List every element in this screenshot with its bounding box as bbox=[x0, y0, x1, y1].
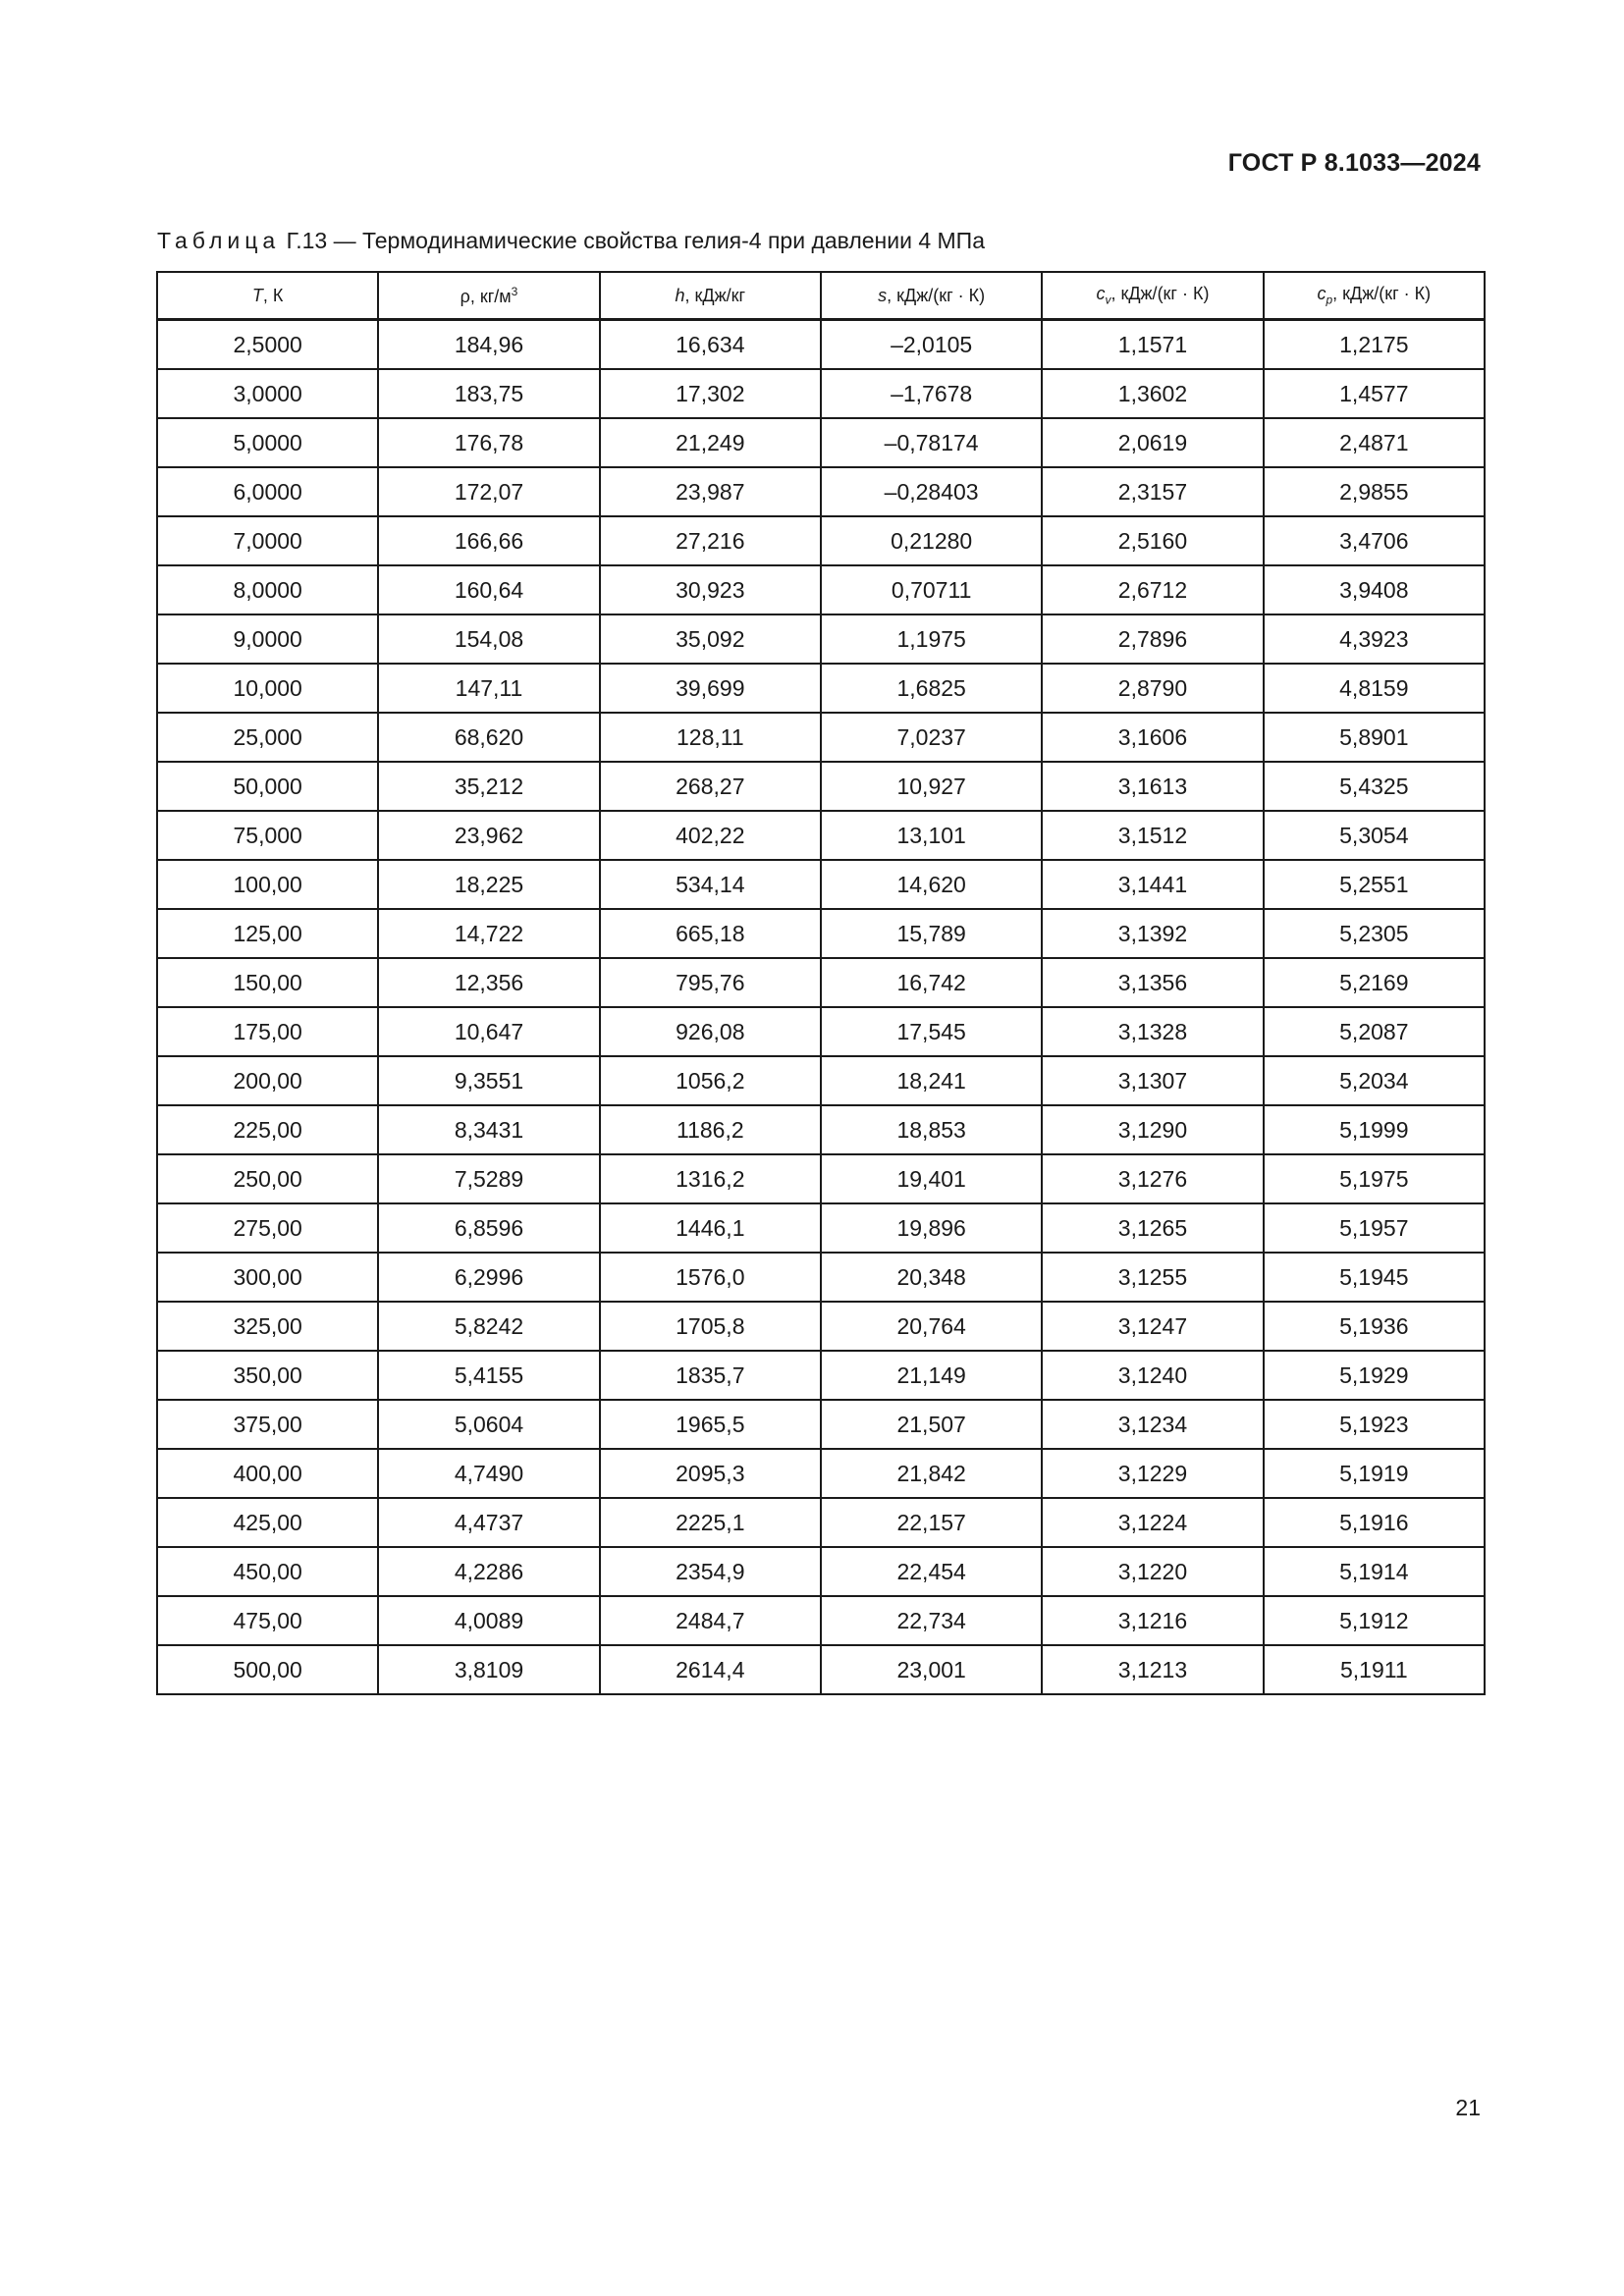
cell-enthalpy: 16,634 bbox=[600, 320, 821, 370]
cell-cv: 2,7896 bbox=[1042, 614, 1263, 664]
cell-enthalpy: 1056,2 bbox=[600, 1056, 821, 1105]
cell-temperature: 6,0000 bbox=[157, 467, 378, 516]
cell-cp: 5,1999 bbox=[1264, 1105, 1485, 1154]
table-row bbox=[157, 762, 1485, 811]
cell-entropy: 22,157 bbox=[821, 1498, 1042, 1547]
cell-temperature: 7,0000 bbox=[157, 516, 378, 565]
cell-density: 68,620 bbox=[378, 713, 599, 762]
table-row bbox=[157, 860, 1485, 909]
cell-density: 35,212 bbox=[378, 762, 599, 811]
cell-cp: 5,1916 bbox=[1264, 1498, 1485, 1547]
cell-density: 4,7490 bbox=[378, 1449, 599, 1498]
cell-cp: 3,4706 bbox=[1264, 516, 1485, 565]
cell-enthalpy: 128,11 bbox=[600, 713, 821, 762]
table-row bbox=[157, 1400, 1485, 1449]
cell-density: 166,66 bbox=[378, 516, 599, 565]
table-row bbox=[157, 1253, 1485, 1302]
cell-cp: 5,1914 bbox=[1264, 1547, 1485, 1596]
cell-cv: 3,1512 bbox=[1042, 811, 1263, 860]
cell-cp: 2,4871 bbox=[1264, 418, 1485, 467]
cell-cv: 2,8790 bbox=[1042, 664, 1263, 713]
table-row bbox=[157, 1203, 1485, 1253]
cell-density: 3,8109 bbox=[378, 1645, 599, 1694]
cell-enthalpy: 39,699 bbox=[600, 664, 821, 713]
table-row bbox=[157, 467, 1485, 516]
cell-cp: 5,2551 bbox=[1264, 860, 1485, 909]
thermo-properties-table bbox=[156, 271, 1486, 1695]
cell-density: 10,647 bbox=[378, 1007, 599, 1056]
cell-temperature: 300,00 bbox=[157, 1253, 378, 1302]
table-row bbox=[157, 1547, 1485, 1596]
cell-cp: 5,4325 bbox=[1264, 762, 1485, 811]
table-row bbox=[157, 369, 1485, 418]
cell-entropy: 21,149 bbox=[821, 1351, 1042, 1400]
cell-enthalpy: 268,27 bbox=[600, 762, 821, 811]
cell-cp: 5,1929 bbox=[1264, 1351, 1485, 1400]
cell-temperature: 400,00 bbox=[157, 1449, 378, 1498]
table-row bbox=[157, 713, 1485, 762]
cell-cv: 2,3157 bbox=[1042, 467, 1263, 516]
cell-temperature: 5,0000 bbox=[157, 418, 378, 467]
cell-cp: 5,1945 bbox=[1264, 1253, 1485, 1302]
cell-density: 5,4155 bbox=[378, 1351, 599, 1400]
page-number: 21 bbox=[1455, 2095, 1481, 2120]
cell-density: 8,3431 bbox=[378, 1105, 599, 1154]
cell-density: 147,11 bbox=[378, 664, 599, 713]
cell-cv: 3,1234 bbox=[1042, 1400, 1263, 1449]
cell-entropy: –0,28403 bbox=[821, 467, 1042, 516]
table-row bbox=[157, 565, 1485, 614]
cell-cv: 3,1441 bbox=[1042, 860, 1263, 909]
cell-cv: 3,1213 bbox=[1042, 1645, 1263, 1694]
cell-entropy: 19,896 bbox=[821, 1203, 1042, 1253]
table-row bbox=[157, 811, 1485, 860]
cell-cv: 2,0619 bbox=[1042, 418, 1263, 467]
cell-density: 4,2286 bbox=[378, 1547, 599, 1596]
cell-cp: 5,2034 bbox=[1264, 1056, 1485, 1105]
cell-cv: 3,1392 bbox=[1042, 909, 1263, 958]
cell-cp: 5,2087 bbox=[1264, 1007, 1485, 1056]
header-enthalpy: h, кДж/кг bbox=[600, 272, 821, 320]
cell-density: 4,4737 bbox=[378, 1498, 599, 1547]
cell-entropy: 10,927 bbox=[821, 762, 1042, 811]
cell-cp: 4,8159 bbox=[1264, 664, 1485, 713]
cell-cp: 4,3923 bbox=[1264, 614, 1485, 664]
table-row bbox=[157, 1154, 1485, 1203]
cell-cv: 3,1265 bbox=[1042, 1203, 1263, 1253]
cell-cv: 3,1240 bbox=[1042, 1351, 1263, 1400]
cell-enthalpy: 402,22 bbox=[600, 811, 821, 860]
cell-density: 5,0604 bbox=[378, 1400, 599, 1449]
cell-entropy: –0,78174 bbox=[821, 418, 1042, 467]
table-header-row bbox=[157, 272, 1485, 320]
cell-density: 4,0089 bbox=[378, 1596, 599, 1645]
cell-cv: 2,6712 bbox=[1042, 565, 1263, 614]
cell-temperature: 350,00 bbox=[157, 1351, 378, 1400]
table-row bbox=[157, 958, 1485, 1007]
cell-density: 184,96 bbox=[378, 320, 599, 370]
table-caption-text: Г.13 — Термодинамические свойства гелия-4 при давлении 4 МПа bbox=[280, 228, 986, 253]
table-row bbox=[157, 1056, 1485, 1105]
cell-cp: 5,1919 bbox=[1264, 1449, 1485, 1498]
cell-cp: 5,1912 bbox=[1264, 1596, 1485, 1645]
cell-temperature: 2,5000 bbox=[157, 320, 378, 370]
cell-temperature: 150,00 bbox=[157, 958, 378, 1007]
cell-density: 176,78 bbox=[378, 418, 599, 467]
header-temperature: T, К bbox=[157, 272, 378, 320]
cell-temperature: 375,00 bbox=[157, 1400, 378, 1449]
cell-temperature: 275,00 bbox=[157, 1203, 378, 1253]
cell-entropy: 23,001 bbox=[821, 1645, 1042, 1694]
cell-density: 12,356 bbox=[378, 958, 599, 1007]
cell-cp: 1,2175 bbox=[1264, 320, 1485, 370]
cell-density: 5,8242 bbox=[378, 1302, 599, 1351]
cell-enthalpy: 23,987 bbox=[600, 467, 821, 516]
cell-cp: 5,8901 bbox=[1264, 713, 1485, 762]
cell-cv: 3,1224 bbox=[1042, 1498, 1263, 1547]
cell-cp: 1,4577 bbox=[1264, 369, 1485, 418]
cell-density: 6,8596 bbox=[378, 1203, 599, 1253]
cell-temperature: 125,00 bbox=[157, 909, 378, 958]
cell-density: 7,5289 bbox=[378, 1154, 599, 1203]
cell-temperature: 500,00 bbox=[157, 1645, 378, 1694]
table-row bbox=[157, 418, 1485, 467]
cell-enthalpy: 665,18 bbox=[600, 909, 821, 958]
cell-cv: 3,1276 bbox=[1042, 1154, 1263, 1203]
cell-cp: 3,9408 bbox=[1264, 565, 1485, 614]
cell-cv: 3,1290 bbox=[1042, 1105, 1263, 1154]
cell-enthalpy: 35,092 bbox=[600, 614, 821, 664]
table-row bbox=[157, 1105, 1485, 1154]
table-row bbox=[157, 1351, 1485, 1400]
cell-cp: 5,1975 bbox=[1264, 1154, 1485, 1203]
cell-enthalpy: 926,08 bbox=[600, 1007, 821, 1056]
cell-enthalpy: 534,14 bbox=[600, 860, 821, 909]
cell-entropy: –2,0105 bbox=[821, 320, 1042, 370]
table-row bbox=[157, 1449, 1485, 1498]
cell-enthalpy: 30,923 bbox=[600, 565, 821, 614]
cell-density: 172,07 bbox=[378, 467, 599, 516]
cell-enthalpy: 795,76 bbox=[600, 958, 821, 1007]
cell-temperature: 100,00 bbox=[157, 860, 378, 909]
header-cv: $c_v$, кДж/(кг · К) bbox=[1042, 272, 1263, 320]
cell-cp: 5,1936 bbox=[1264, 1302, 1485, 1351]
cell-entropy: 15,789 bbox=[821, 909, 1042, 958]
cell-entropy: 20,348 bbox=[821, 1253, 1042, 1302]
cell-entropy: 7,0237 bbox=[821, 713, 1042, 762]
cell-cp: 5,1911 bbox=[1264, 1645, 1485, 1694]
cell-temperature: 450,00 bbox=[157, 1547, 378, 1596]
header-cp: $c_p$, кДж/(кг · К) bbox=[1264, 272, 1485, 320]
cell-enthalpy: 1316,2 bbox=[600, 1154, 821, 1203]
cell-cp: 5,1957 bbox=[1264, 1203, 1485, 1253]
cell-temperature: 25,000 bbox=[157, 713, 378, 762]
table-row bbox=[157, 1498, 1485, 1547]
table-row bbox=[157, 320, 1485, 370]
cell-cv: 3,1255 bbox=[1042, 1253, 1263, 1302]
cell-enthalpy: 1576,0 bbox=[600, 1253, 821, 1302]
cell-cv: 1,1571 bbox=[1042, 320, 1263, 370]
cell-temperature: 250,00 bbox=[157, 1154, 378, 1203]
table-row bbox=[157, 909, 1485, 958]
table-row bbox=[157, 1302, 1485, 1351]
cell-temperature: 325,00 bbox=[157, 1302, 378, 1351]
cell-temperature: 50,000 bbox=[157, 762, 378, 811]
cell-density: 160,64 bbox=[378, 565, 599, 614]
cell-density: 14,722 bbox=[378, 909, 599, 958]
cell-density: 23,962 bbox=[378, 811, 599, 860]
cell-entropy: 14,620 bbox=[821, 860, 1042, 909]
cell-enthalpy: 1186,2 bbox=[600, 1105, 821, 1154]
cell-entropy: 22,734 bbox=[821, 1596, 1042, 1645]
cell-entropy: 18,241 bbox=[821, 1056, 1042, 1105]
cell-enthalpy: 1835,7 bbox=[600, 1351, 821, 1400]
cell-enthalpy: 2225,1 bbox=[600, 1498, 821, 1547]
cell-entropy: 21,842 bbox=[821, 1449, 1042, 1498]
cell-enthalpy: 2095,3 bbox=[600, 1449, 821, 1498]
cell-cv: 3,1356 bbox=[1042, 958, 1263, 1007]
cell-cv: 3,1606 bbox=[1042, 713, 1263, 762]
cell-temperature: 8,0000 bbox=[157, 565, 378, 614]
cell-entropy: 19,401 bbox=[821, 1154, 1042, 1203]
cell-cp: 5,3054 bbox=[1264, 811, 1485, 860]
cell-cp: 5,2169 bbox=[1264, 958, 1485, 1007]
cell-enthalpy: 2484,7 bbox=[600, 1596, 821, 1645]
cell-temperature: 425,00 bbox=[157, 1498, 378, 1547]
header-density: ρ, $кг/м^3$ bbox=[378, 272, 599, 320]
cell-entropy: 1,1975 bbox=[821, 614, 1042, 664]
cell-cv: 3,1613 bbox=[1042, 762, 1263, 811]
cell-entropy: 16,742 bbox=[821, 958, 1042, 1007]
cell-density: 154,08 bbox=[378, 614, 599, 664]
cell-density: 18,225 bbox=[378, 860, 599, 909]
cell-enthalpy: 1965,5 bbox=[600, 1400, 821, 1449]
cell-temperature: 225,00 bbox=[157, 1105, 378, 1154]
cell-cv: 2,5160 bbox=[1042, 516, 1263, 565]
cell-cv: 1,3602 bbox=[1042, 369, 1263, 418]
cell-entropy: 22,454 bbox=[821, 1547, 1042, 1596]
table-row bbox=[157, 516, 1485, 565]
cell-enthalpy: 1705,8 bbox=[600, 1302, 821, 1351]
cell-enthalpy: 2354,9 bbox=[600, 1547, 821, 1596]
cell-temperature: 200,00 bbox=[157, 1056, 378, 1105]
cell-cv: 3,1307 bbox=[1042, 1056, 1263, 1105]
cell-cv: 3,1328 bbox=[1042, 1007, 1263, 1056]
cell-temperature: 3,0000 bbox=[157, 369, 378, 418]
cell-temperature: 475,00 bbox=[157, 1596, 378, 1645]
cell-entropy: 13,101 bbox=[821, 811, 1042, 860]
cell-cp: 5,1923 bbox=[1264, 1400, 1485, 1449]
cell-cv: 3,1216 bbox=[1042, 1596, 1263, 1645]
table-caption bbox=[157, 228, 985, 254]
cell-entropy: 21,507 bbox=[821, 1400, 1042, 1449]
cell-density: 183,75 bbox=[378, 369, 599, 418]
cell-temperature: 10,000 bbox=[157, 664, 378, 713]
cell-enthalpy: 27,216 bbox=[600, 516, 821, 565]
cell-cp: 2,9855 bbox=[1264, 467, 1485, 516]
cell-enthalpy: 1446,1 bbox=[600, 1203, 821, 1253]
cell-density: 9,3551 bbox=[378, 1056, 599, 1105]
cell-entropy: 1,6825 bbox=[821, 664, 1042, 713]
cell-entropy: 0,70711 bbox=[821, 565, 1042, 614]
table-caption-label: Таблица bbox=[157, 228, 281, 253]
cell-temperature: 175,00 bbox=[157, 1007, 378, 1056]
cell-entropy: 17,545 bbox=[821, 1007, 1042, 1056]
cell-enthalpy: 2614,4 bbox=[600, 1645, 821, 1694]
cell-enthalpy: 21,249 bbox=[600, 418, 821, 467]
table-row bbox=[157, 664, 1485, 713]
cell-cv: 3,1247 bbox=[1042, 1302, 1263, 1351]
table-row bbox=[157, 1645, 1485, 1694]
table-row bbox=[157, 614, 1485, 664]
cell-entropy: 18,853 bbox=[821, 1105, 1042, 1154]
table-row bbox=[157, 1596, 1485, 1645]
table-row bbox=[157, 1007, 1485, 1056]
cell-temperature: 75,000 bbox=[157, 811, 378, 860]
cell-enthalpy: 17,302 bbox=[600, 369, 821, 418]
cell-cp: 5,2305 bbox=[1264, 909, 1485, 958]
cell-entropy: –1,7678 bbox=[821, 369, 1042, 418]
header-entropy: s, кДж/(кг · К) bbox=[821, 272, 1042, 320]
cell-cv: 3,1220 bbox=[1042, 1547, 1263, 1596]
cell-density: 6,2996 bbox=[378, 1253, 599, 1302]
document-header: ГОСТ Р 8.1033—2024 bbox=[1227, 149, 1481, 177]
cell-cv: 3,1229 bbox=[1042, 1449, 1263, 1498]
cell-entropy: 20,764 bbox=[821, 1302, 1042, 1351]
cell-temperature: 9,0000 bbox=[157, 614, 378, 664]
table-body bbox=[157, 320, 1485, 1695]
cell-entropy: 0,21280 bbox=[821, 516, 1042, 565]
